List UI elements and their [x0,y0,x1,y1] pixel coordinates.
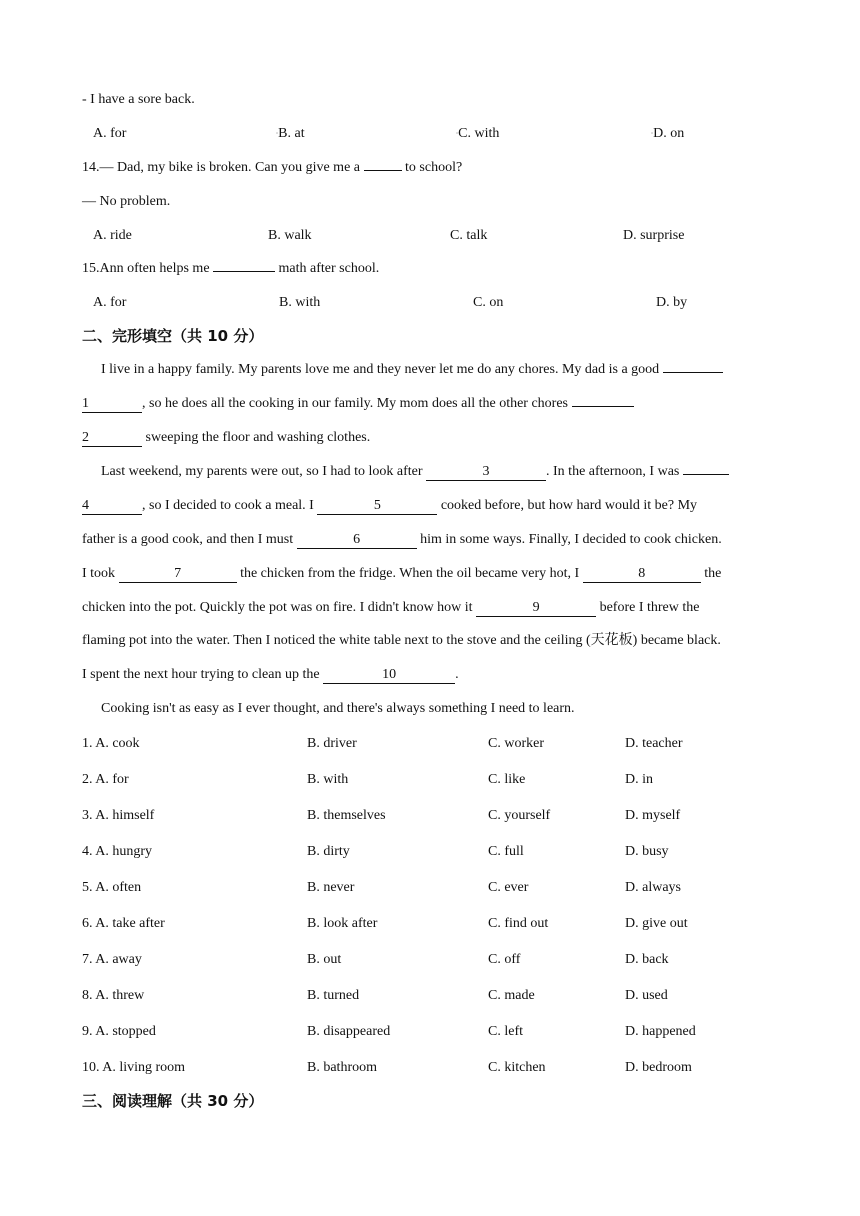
cloze-option-9-d: D. happened [625,1024,696,1039]
cloze-option-3-b: B. themselves [307,808,386,823]
cloze-option-9-a: 9. A. stopped [82,1024,156,1039]
cloze-option-5-a: 5. A. often [82,880,142,895]
passage-p2-line5: chicken into the pot. Quickly the pot was on fire. I didn't know how it 9 before I threw the [82,600,700,615]
cloze-option-1-b: B. driver [307,736,357,751]
q15-option-c: C. on [473,295,504,310]
blank-3: 3 [426,464,546,481]
q14-reply: — No problem. [82,194,171,209]
cloze-option-10-c: C. kitchen [488,1060,546,1075]
cloze-option-1-d: D. teacher [625,736,683,751]
cloze-option-5-d: D. always [625,880,681,895]
cloze-option-8-a: 8. A. threw [82,988,145,1003]
q13-option-d-wrap [651,125,684,143]
cloze-option-4-d: D. busy [625,844,669,859]
passage-p1-line3: 2 sweeping the floor and washing clothes. [82,430,371,445]
blank-8: 8 [583,566,701,583]
cloze-option-5-b: B. never [307,880,355,895]
blank-4: 4 [82,498,142,515]
cloze-option-3-a: 3. A. himself [82,808,155,823]
cloze-option-1-a: 1. A. cook [82,736,140,751]
cloze-option-2-a: 2. A. for [82,772,129,787]
cloze-option-6-d: D. give out [625,916,688,931]
cloze-option-5-c: C. ever [488,880,529,895]
q15-blank [213,271,275,272]
q14-option-b: B. walk [268,228,312,243]
cloze-option-6-c: C. find out [488,916,549,931]
cloze-option-3-c: C. yourself [488,808,551,823]
q13-option-a: A. for [93,126,127,141]
cloze-option-9-c: C. left [488,1024,523,1039]
q14-option-d: D. surprise [623,228,685,243]
passage-p1-line1: I live in a happy family. My parents love me and they never let me do any chores. My dad is a good [101,361,723,379]
q14-stem: 14.— Dad, my bike is broken. Can you give me a to school? [82,160,463,175]
passage-p2-line4: I took 7 the chicken from the fridge. When the oil became very hot, I 8 the [82,566,722,581]
cloze-option-10-a: 10. A. living room [82,1060,186,1075]
q15-option-b: B. with [279,295,321,310]
cloze-option-3-d: D. myself [625,808,681,823]
passage-p2-line2: 4 , so I decided to cook a meal. I 5 cooked before, but how hard would it be? My [82,498,698,513]
cloze-option-8-c: C. made [488,988,535,1003]
q13-option-b: B. at [278,126,305,142]
blank-10: 10 [323,667,455,684]
cloze-option-10-b: B. bathroom [307,1060,377,1075]
cloze-option-4-c: C. full [488,844,524,859]
option-marker-icon: ▫ [456,131,459,137]
cloze-option-2-c: C. like [488,772,526,787]
cloze-option-7-a: 7. A. away [82,952,142,967]
q15-option-d: D. by [656,295,688,310]
blank-7: 7 [119,566,237,583]
section2-title: 二、完形填空（共 10 分） [82,327,264,345]
q13-option-d: D. on [653,126,685,142]
blank-9: 9 [476,600,596,617]
cloze-option-6-b: B. look after [307,916,378,931]
blank-2-start [572,406,634,407]
passage-p1-line2: 1 , so he does all the cooking in our family. My mom does all the other chores [82,395,634,413]
cloze-option-8-b: B. turned [307,988,360,1003]
blank-1-start [663,372,723,373]
blank-2: 2 [82,430,142,447]
cloze-option-8-d: D. used [625,988,668,1003]
cloze-option-10-d: D. bedroom [625,1060,692,1075]
passage-p2-line3: father is a good cook, and then I must 6 him in some ways. Finally, I decided to cook chicken. [82,532,722,547]
cloze-option-7-b: B. out [307,952,342,967]
option-marker-icon: ▫ [651,131,654,137]
q13-option-c: C. with [458,126,500,142]
passage-p2-line7: I spent the next hour trying to clean up the 10 . [82,667,459,682]
q15-option-a: A. for [93,295,127,310]
cloze-option-4-b: B. dirty [307,844,350,859]
option-marker-icon: ▫ [276,131,279,137]
cloze-option-7-d: D. back [625,952,669,967]
blank-4-start [683,474,729,475]
q13-option-c-wrap [456,125,499,143]
q13-answer-line: - I have a sore back. [82,92,195,107]
passage-p2-line1: Last weekend, my parents were out, so I had to look after 3 . In the afternoon, I was [101,463,729,481]
cloze-option-6-a: 6. A. take after [82,916,165,931]
q13-option-b-wrap [276,125,305,143]
q14-option-a: A. ride [93,228,132,243]
blank-1: 1 [82,396,142,413]
passage-p2-line6: flaming pot into the water. Then I noticed the white table next to the stove and the ceiling (天花板) became black. [82,633,721,648]
cloze-option-1-c: C. worker [488,736,544,751]
cloze-option-4-a: 4. A. hungry [82,844,152,859]
blank-6: 6 [297,532,417,549]
cloze-option-2-b: B. with [307,772,349,787]
cloze-option-2-d: D. in [625,772,653,787]
section3-title: 三、阅读理解（共 30 分） [82,1092,264,1110]
cloze-option-9-b: B. disappeared [307,1024,391,1039]
cloze-option-7-c: C. off [488,952,521,967]
q14-blank [364,170,402,171]
blank-5: 5 [317,498,437,515]
passage-p3: Cooking isn't as easy as I ever thought, and there's always something I need to learn. [101,701,575,716]
q15-stem: 15.Ann often helps me math after school. [82,261,380,276]
q14-option-c: C. talk [450,228,488,243]
